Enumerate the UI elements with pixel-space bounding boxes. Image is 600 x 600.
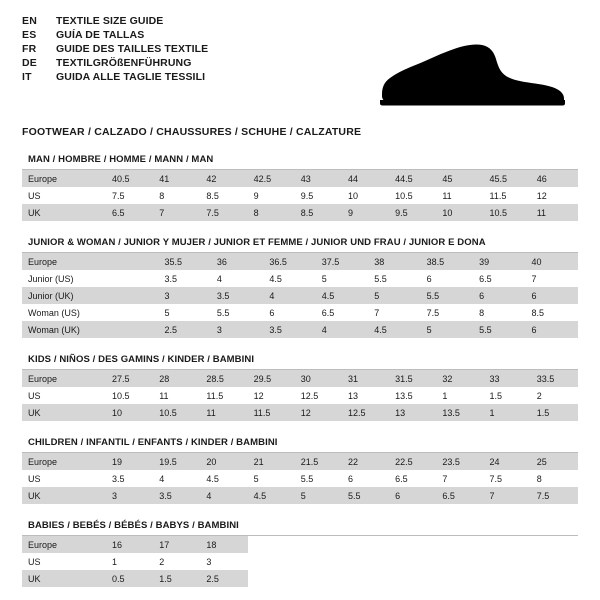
cell: 6.5 (473, 270, 525, 287)
row-label: Junior (US) (22, 270, 106, 287)
table-row (22, 270, 578, 287)
dress-shoe-icon (372, 38, 572, 108)
table-row (22, 553, 578, 570)
cell: 38 (368, 253, 420, 270)
cell: 2 (153, 553, 200, 570)
language-code: DE (22, 57, 37, 69)
cell: 4.5 (263, 270, 315, 287)
cell: 7 (368, 304, 420, 321)
cell: 5.5 (368, 270, 420, 287)
cell: 28 (153, 370, 200, 387)
table-row (22, 321, 578, 338)
cell: 7.5 (484, 470, 531, 487)
language-title: GUÍA DE TALLAS (56, 29, 145, 41)
cell: 3 (106, 487, 153, 504)
cell: 4.5 (248, 487, 295, 504)
cell: 3 (158, 287, 210, 304)
cell: 6.5 (389, 470, 436, 487)
cell: 5 (295, 487, 342, 504)
cell: 42.5 (248, 170, 295, 187)
cell: 23.5 (436, 453, 483, 470)
cell: 11 (200, 404, 247, 421)
table-row (22, 253, 578, 270)
cell: 0.5 (106, 570, 153, 587)
cell (389, 570, 436, 587)
cell (342, 553, 389, 570)
row-label: UK (22, 404, 106, 421)
language-code: FR (22, 43, 37, 55)
language-row (22, 30, 208, 44)
table-row (22, 170, 578, 187)
cell: 4.5 (200, 470, 247, 487)
cell: 10.5 (484, 204, 531, 221)
cell: 8.5 (200, 187, 247, 204)
cell: 8 (531, 470, 578, 487)
cell: 8 (473, 304, 525, 321)
table-row (22, 487, 578, 504)
cell: 28.5 (200, 370, 247, 387)
cell: 19.5 (153, 453, 200, 470)
cell: 37.5 (316, 253, 368, 270)
size-table (22, 453, 578, 504)
cell: 3.5 (158, 270, 210, 287)
table-row (22, 570, 578, 587)
row-label: Europe (22, 253, 106, 270)
cell (531, 536, 578, 553)
cell: 12.5 (295, 387, 342, 404)
cell: 3.5 (263, 321, 315, 338)
row-label: UK (22, 204, 106, 221)
footwear-section-title: FOOTWEAR / CALZADO / CHAUSSURES / SCHUHE / CALZATURE (22, 126, 362, 138)
cell: 21 (248, 453, 295, 470)
cell (106, 253, 158, 270)
block-heading: BABIES / BEBÉS / BÉBÉS / BABYS / BAMBINI (28, 520, 239, 531)
cell (531, 553, 578, 570)
cell: 6 (421, 270, 473, 287)
cell: 18 (200, 536, 247, 553)
cell: 5 (421, 321, 473, 338)
cell: 35.5 (158, 253, 210, 270)
row-label: US (22, 187, 106, 204)
cell: 22 (342, 453, 389, 470)
cell: 19 (106, 453, 153, 470)
cell: 8.5 (295, 204, 342, 221)
block-heading: JUNIOR & WOMAN / JUNIOR Y MUJER / JUNIOR ET FEMME / JUNIOR UND FRAU / JUNIOR E DONA (28, 237, 486, 248)
row-label: UK (22, 570, 106, 587)
cell: 13.5 (436, 404, 483, 421)
cell: 12.5 (342, 404, 389, 421)
table-row (22, 404, 578, 421)
table-row (22, 536, 578, 553)
language-row (22, 58, 208, 72)
row-label: US (22, 470, 106, 487)
cell: 36.5 (263, 253, 315, 270)
cell: 13 (389, 404, 436, 421)
cell: 6 (263, 304, 315, 321)
cell: 2 (531, 387, 578, 404)
cell: 10.5 (153, 404, 200, 421)
language-title: GUIDA ALLE TAGLIE TESSILI (56, 71, 206, 83)
table-row (22, 204, 578, 221)
cell: 6 (526, 321, 579, 338)
size-block-kids (22, 354, 578, 421)
row-label: US (22, 387, 106, 404)
cell: 3.5 (106, 470, 153, 487)
cell: 5.5 (342, 487, 389, 504)
cell: 45.5 (484, 170, 531, 187)
cell: 7.5 (200, 204, 247, 221)
table-row (22, 453, 578, 470)
size-table (22, 253, 578, 338)
cell (106, 321, 158, 338)
cell (248, 570, 295, 587)
cell: 31.5 (389, 370, 436, 387)
cell (436, 553, 483, 570)
cell: 11.5 (200, 387, 247, 404)
cell (436, 536, 483, 553)
cell: 5 (248, 470, 295, 487)
cell: 11.5 (248, 404, 295, 421)
cell (106, 270, 158, 287)
cell: 7.5 (421, 304, 473, 321)
row-label: Europe (22, 536, 106, 553)
cell: 10 (342, 187, 389, 204)
cell: 25 (531, 453, 578, 470)
cell: 2.5 (158, 321, 210, 338)
cell: 6.5 (436, 487, 483, 504)
row-label: Europe (22, 370, 106, 387)
cell: 5 (316, 270, 368, 287)
size-block-babies (22, 520, 578, 587)
language-code: ES (22, 29, 37, 41)
cell: 4 (263, 287, 315, 304)
cell: 8.5 (526, 304, 579, 321)
cell: 31 (342, 370, 389, 387)
row-label: UK (22, 487, 106, 504)
cell: 11 (531, 204, 578, 221)
language-title-list (22, 16, 208, 86)
cell (295, 553, 342, 570)
cell: 6 (342, 470, 389, 487)
cell: 4.5 (316, 287, 368, 304)
size-table (22, 370, 578, 421)
cell: 2.5 (200, 570, 247, 587)
cell: 7 (526, 270, 579, 287)
cell: 46 (531, 170, 578, 187)
cell: 22.5 (389, 453, 436, 470)
table-row (22, 387, 578, 404)
size-table (22, 170, 578, 221)
cell: 44 (342, 170, 389, 187)
cell (342, 570, 389, 587)
cell: 1.5 (484, 387, 531, 404)
cell (106, 304, 158, 321)
cell: 11 (436, 187, 483, 204)
page-header (22, 16, 578, 116)
cell: 10.5 (106, 387, 153, 404)
table-row (22, 470, 578, 487)
cell: 13 (342, 387, 389, 404)
cell: 5.5 (421, 287, 473, 304)
cell (342, 536, 389, 553)
cell: 7.5 (106, 187, 153, 204)
cell: 9 (248, 187, 295, 204)
cell: 42 (200, 170, 247, 187)
cell: 5.5 (211, 304, 263, 321)
cell: 3 (200, 553, 247, 570)
cell: 29.5 (248, 370, 295, 387)
cell: 33 (484, 370, 531, 387)
cell (436, 570, 483, 587)
cell: 44.5 (389, 170, 436, 187)
cell: 41 (153, 170, 200, 187)
cell: 3 (211, 321, 263, 338)
row-label: Europe (22, 453, 106, 470)
cell: 4 (200, 487, 247, 504)
cell: 5.5 (473, 321, 525, 338)
row-label: Woman (US) (22, 304, 106, 321)
block-heading: MAN / HOMBRE / HOMME / MANN / MAN (28, 154, 214, 165)
cell: 36 (211, 253, 263, 270)
cell: 4 (211, 270, 263, 287)
row-label: Junior (UK) (22, 287, 106, 304)
cell: 39 (473, 253, 525, 270)
cell: 21.5 (295, 453, 342, 470)
cell: 7.5 (531, 487, 578, 504)
cell: 12 (248, 387, 295, 404)
cell: 4.5 (368, 321, 420, 338)
cell: 24 (484, 453, 531, 470)
size-block-children (22, 437, 578, 504)
cell: 11.5 (484, 187, 531, 204)
language-title: TEXTILGRÖßENFÜHRUNG (56, 57, 192, 69)
cell: 9.5 (389, 204, 436, 221)
cell: 1 (436, 387, 483, 404)
cell: 6 (473, 287, 525, 304)
cell (106, 287, 158, 304)
table-row (22, 304, 578, 321)
block-heading: KIDS / NIÑOS / DES GAMINS / KINDER / BAMBINI (28, 354, 255, 365)
cell: 5 (368, 287, 420, 304)
cell: 12 (295, 404, 342, 421)
language-code: EN (22, 15, 37, 27)
cell: 43 (295, 170, 342, 187)
cell: 6 (526, 287, 579, 304)
cell: 4 (316, 321, 368, 338)
cell (389, 536, 436, 553)
cell: 32 (436, 370, 483, 387)
size-block-junior-woman (22, 237, 578, 338)
cell: 20 (200, 453, 247, 470)
cell: 5.5 (295, 470, 342, 487)
cell (484, 536, 531, 553)
cell: 27.5 (106, 370, 153, 387)
cell: 7 (153, 204, 200, 221)
cell: 12 (531, 187, 578, 204)
row-label: Europe (22, 170, 106, 187)
block-heading: CHILDREN / INFANTIL / ENFANTS / KINDER / BAMBINI (28, 437, 278, 448)
cell (389, 553, 436, 570)
cell: 6.5 (316, 304, 368, 321)
cell: 17 (153, 536, 200, 553)
cell: 8 (248, 204, 295, 221)
cell: 8 (153, 187, 200, 204)
cell: 3.5 (211, 287, 263, 304)
size-table (22, 536, 578, 587)
cell (531, 570, 578, 587)
row-label: Woman (UK) (22, 321, 106, 338)
cell: 30 (295, 370, 342, 387)
cell (295, 536, 342, 553)
cell: 1 (106, 553, 153, 570)
cell: 4 (153, 470, 200, 487)
language-title: TEXTILE SIZE GUIDE (56, 15, 164, 27)
language-row (22, 72, 208, 86)
table-row (22, 187, 578, 204)
row-label: US (22, 553, 106, 570)
cell: 1.5 (153, 570, 200, 587)
cell: 3.5 (153, 487, 200, 504)
cell: 33.5 (531, 370, 578, 387)
size-block-man (22, 154, 578, 221)
cell: 9.5 (295, 187, 342, 204)
cell: 7 (436, 470, 483, 487)
table-row (22, 287, 578, 304)
cell: 16 (106, 536, 153, 553)
cell: 6 (389, 487, 436, 504)
cell (248, 536, 295, 553)
language-code: IT (22, 71, 32, 83)
language-title: GUIDE DES TAILLES TEXTILE (56, 43, 209, 55)
cell: 1.5 (531, 404, 578, 421)
cell: 5 (158, 304, 210, 321)
table-row (22, 370, 578, 387)
language-row (22, 44, 208, 58)
cell: 45 (436, 170, 483, 187)
cell: 40 (526, 253, 579, 270)
cell: 7 (484, 487, 531, 504)
cell: 10 (106, 404, 153, 421)
cell: 9 (342, 204, 389, 221)
cell: 11 (153, 387, 200, 404)
cell: 6.5 (106, 204, 153, 221)
cell (484, 570, 531, 587)
cell: 38.5 (421, 253, 473, 270)
cell: 1 (484, 404, 531, 421)
cell (295, 570, 342, 587)
cell: 10.5 (389, 187, 436, 204)
cell: 13.5 (389, 387, 436, 404)
cell: 40.5 (106, 170, 153, 187)
language-row (22, 16, 208, 30)
cell (484, 553, 531, 570)
cell: 10 (436, 204, 483, 221)
cell (248, 553, 295, 570)
